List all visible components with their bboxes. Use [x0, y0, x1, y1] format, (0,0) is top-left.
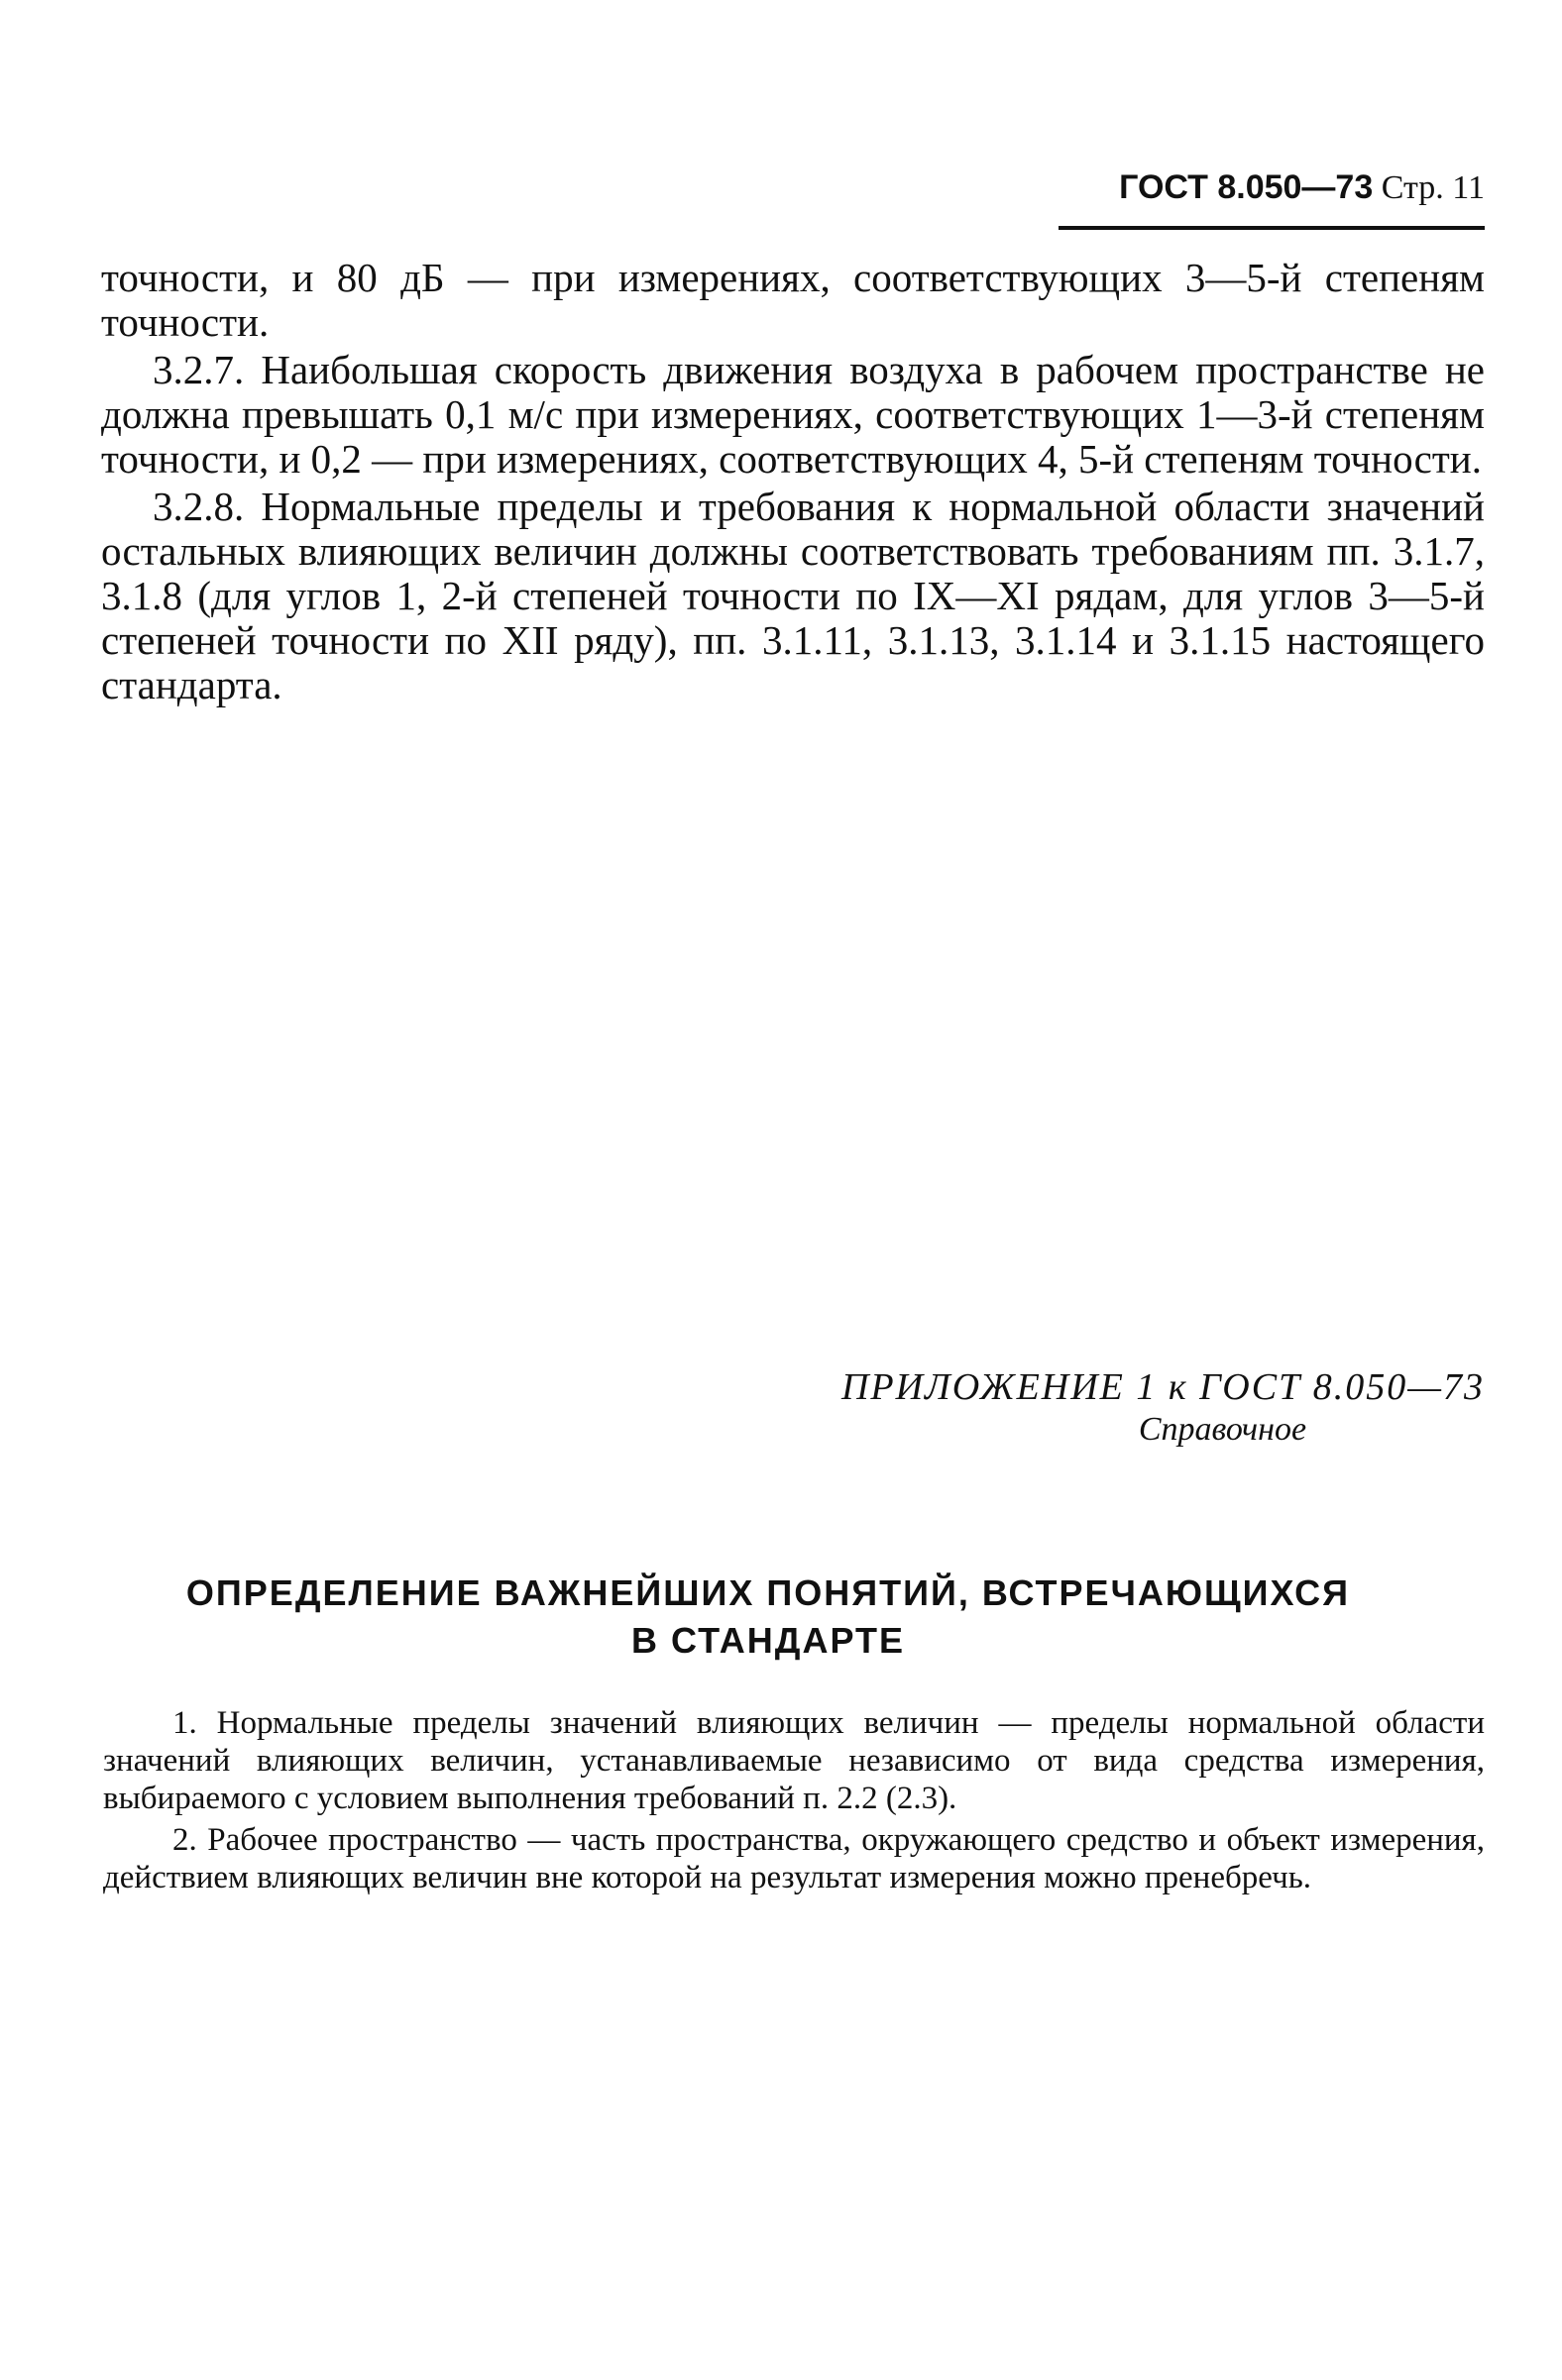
appendix-heading — [841, 1365, 1485, 1449]
appendix-subtitle: Справочное — [1138, 1411, 1307, 1448]
paragraph-continuation: точности, и 80 дБ — при измерениях, соответствующих 3—5-й степеням точности. — [101, 255, 1485, 345]
definitions-list — [103, 1704, 1485, 1900]
header-doc-code: ГОСТ 8.050—73 — [1119, 168, 1374, 206]
header-text — [1119, 168, 1485, 207]
section-title-line2: В СТАНДАРТЕ — [630, 1620, 905, 1661]
appendix-title: ПРИЛОЖЕНИЕ 1 к ГОСТ 8.050—73 — [840, 1366, 1485, 1408]
section-title — [149, 1569, 1388, 1665]
page-header — [1059, 168, 1485, 230]
header-page-label: Стр. 11 — [1381, 169, 1485, 206]
paragraph-3-2-8: 3.2.8. Нормальные пределы и требования к нормальной области значений остальных влияющих величин должны соответствовать требованиям пп. 3.1.7, 3.1.8 (для углов 1, 2-й степеней точности по IX—XI рядам, для углов 3—5-й степеней точности по XII ряду), пп. 3.1.11, 3.1.13, 3.1.14 и 3.1.15 настоящего стандарта. — [101, 484, 1485, 707]
section-title-line1: ОПРЕДЕЛЕНИЕ ВАЖНЕЙШИХ ПОНЯТИЙ, ВСТРЕЧАЮЩИХСЯ — [185, 1572, 1351, 1613]
definition-item: 2. Рабочее пространство — часть пространства, окружающего средство и объект измерения, действием влияющих величин вне которой на результат измерения можно пренебречь. — [103, 1822, 1485, 1895]
paragraph-3-2-7: 3.2.7. Наибольшая скорость движения воздуха в рабочем пространстве не должна превышать 0,1 м/с при измерениях, соответствующих 1—3-й степеням точности, и 0,2 — при измерениях, соответствующих 4, 5-й степеням точности. — [101, 347, 1485, 482]
header-rule — [1059, 226, 1485, 230]
definition-item: 1. Нормальные пределы значений влияющих величин — пределы нормальной области значений влияющих величин, устанавливаемые независимо от вида средства измерения, выбираемого с условием выполнения требований п. 2.2 (2.3). — [103, 1705, 1485, 1816]
body-text — [101, 256, 1485, 710]
